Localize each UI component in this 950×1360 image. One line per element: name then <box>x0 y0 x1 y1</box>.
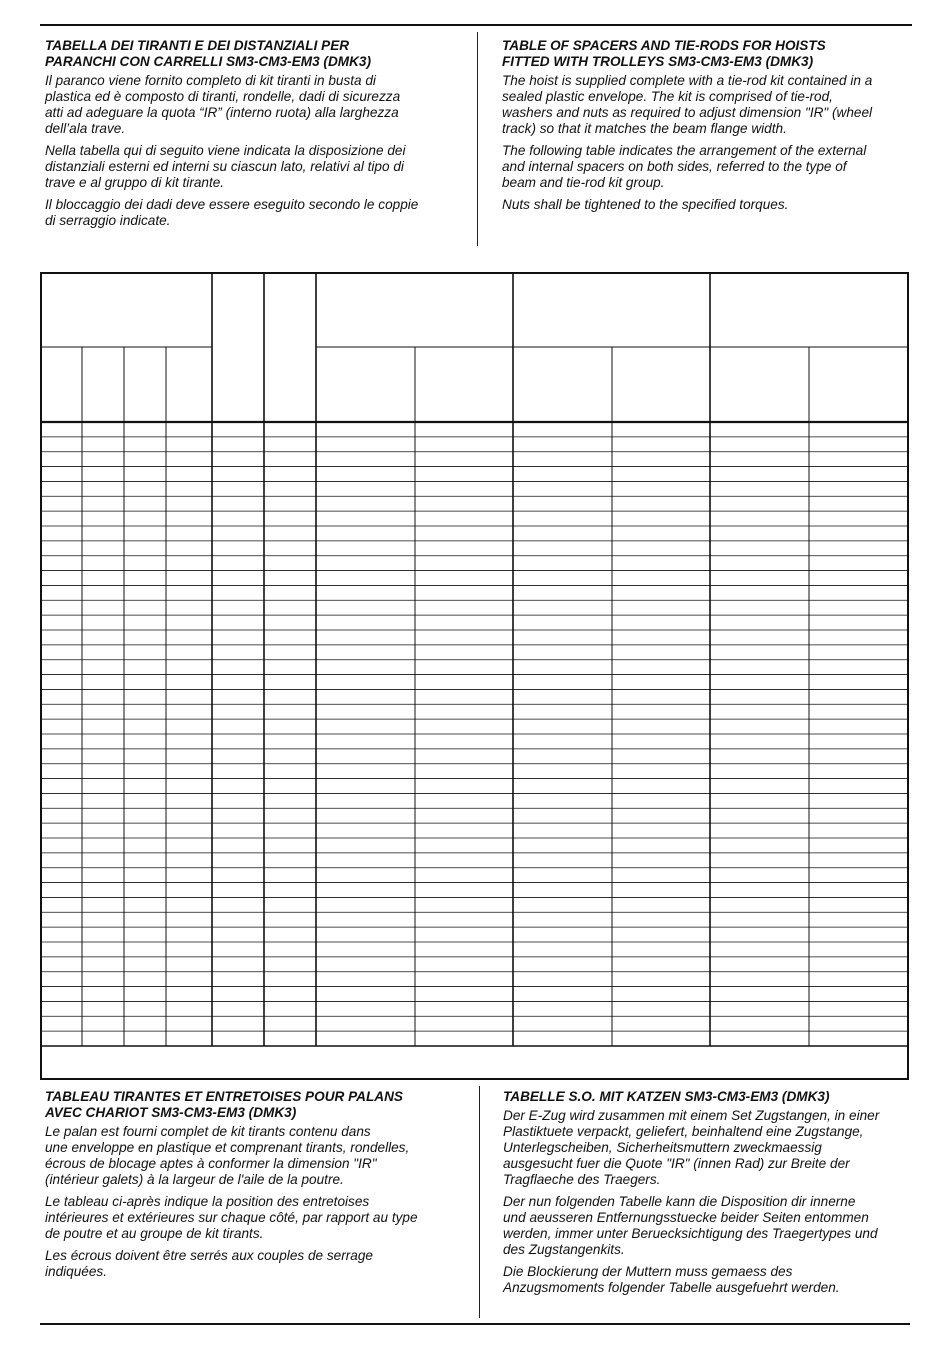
french-title: TABLEAU TIRANTES ET ENTRETOISES POUR PALANS AVEC CHARIOT SM3-CM3-EM3 (DMK3) <box>45 1089 403 1120</box>
german-paragraph: Der E-Zug wird zusammen mit einem Set Zugstangen, in einer Plastiktuete verpackt, geliefert, beinhaltend eine Zugstange, Unterlegscheiben, Sicherheitsmuttern zweckmaessig ausgesucht fuer die Quote "IR" (innen Rad) zur Breite der Tragflaeche des Traegers. <box>503 1108 880 1187</box>
german-paragraph: Der nun folgenden Tabelle kann die Disposition dir innerne und aeusseren Entfernungsstuecke beider Seiten entommen werden, immer unter Beruecksichtigung des Traegertypes und des Zugstangenkits. <box>503 1194 878 1257</box>
german-paragraph: Die Blockierung der Muttern muss gemaess des Anzugsmoments folgender Tabelle ausgefuehrt werden. <box>503 1264 840 1295</box>
bottom-column-divider <box>479 1086 480 1318</box>
italian-title: TABELLA DEI TIRANTI E DEI DISTANZIALI PER PARANCHI CON CARRELLI SM3-CM3-EM3 (DMK3) <box>45 38 371 69</box>
italian-paragraph: Nella tabella qui di seguito viene indicata la disposizione dei distanziali esterni ed interni su ciascun lato, relativi al tipo di trave e al gruppo di kit tirante. <box>45 143 406 190</box>
table-border <box>41 273 908 1079</box>
english-paragraph: The following table indicates the arrangement of the external and internal spacers on both sides, referred to the type of beam and tie-rod kit group. <box>502 143 867 190</box>
english-section <box>502 38 912 219</box>
top-rule <box>40 24 912 26</box>
spacer-tie-rod-table <box>40 272 909 1080</box>
italian-paragraph: Il bloccaggio dei dadi deve essere eseguito secondo le coppie di serraggio indicate. <box>45 197 419 228</box>
table-grid <box>40 272 909 1080</box>
english-paragraph: Nuts shall be tightened to the specified torques. <box>502 197 789 212</box>
top-column-divider <box>477 32 478 246</box>
italian-paragraph: Il paranco viene fornito completo di kit tiranti in busta di plastica ed è composto di tiranti, rondelle, dadi di sicurezza atti ad adeguare la quota “IR” (interno ruota) alla larghezza dell’ala trave. <box>45 73 401 136</box>
english-title: TABLE OF SPACERS AND TIE-RODS FOR HOISTS FITTED WITH TROLLEYS SM3-CM3-EM3 (DMK3) <box>502 38 826 69</box>
bottom-rule <box>40 1323 910 1325</box>
french-paragraph: Le tableau ci-après indique la position des entretoises intérieures et extérieures sur chaque côté, par rapport au type de poutre et au groupe de kit tirants. <box>45 1194 418 1241</box>
french-section <box>45 1089 470 1286</box>
german-title: TABELLE S.O. MIT KATZEN SM3-CM3-EM3 (DMK3) <box>503 1089 830 1104</box>
german-section <box>503 1089 913 1302</box>
english-paragraph: The hoist is supplied complete with a tie-rod kit contained in a sealed plastic envelope. The kit is comprised of tie-rod, washers and nuts as required to adjust dimension "IR" (wheel track) so that it matches the beam flange width. <box>502 73 873 136</box>
italian-section <box>45 38 470 235</box>
french-paragraph: Le palan est fourni complet de kit tirants contenu dans une enveloppe en plastique et comprenant tirants, rondelles, écrous de blocage aptes à conformer la dimension "IR" (intérieur galets) à la largeur de l'aile de la poutre. <box>45 1124 410 1187</box>
french-paragraph: Les écrous doivent être serrés aux couples de serrage indiquées. <box>45 1248 373 1279</box>
